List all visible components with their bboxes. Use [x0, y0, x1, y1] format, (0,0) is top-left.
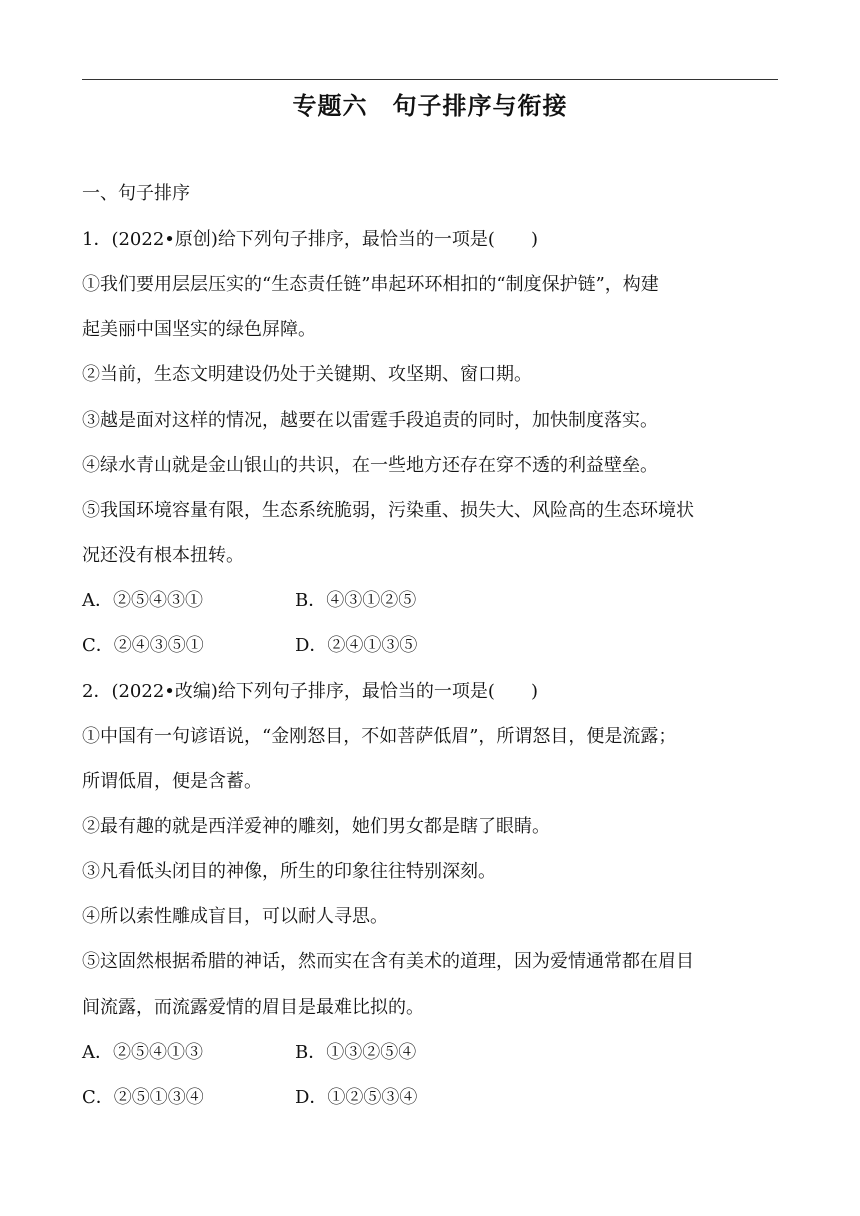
q1-sentence-3: ③越是面对这样的情况，越要在以雷霆手段追责的同时，加快制度落实。: [82, 410, 658, 431]
q2-option-c[interactable]: C．②⑤①③④: [82, 1087, 204, 1108]
header-rule: [82, 79, 778, 80]
q2-option-a[interactable]: A．②⑤④①③: [82, 1042, 203, 1063]
q1-sentence-1-line-1: ①我们要用层层压实的“生态责任链”串起环环相扣的“制度保护链”，构建: [82, 274, 659, 295]
q2-sentence-1-line-1: ①中国有一句谚语说，“金刚怒目，不如菩萨低眉”，所谓怒目，便是流露；: [82, 726, 677, 747]
q1-option-b[interactable]: B．④③①②⑤: [295, 590, 417, 611]
q1-option-c[interactable]: C．②④③⑤①: [82, 635, 204, 656]
q1-sentence-5-line-1: ⑤我国环境容量有限，生态系统脆弱，污染重、损失大、风险高的生态环境状: [82, 500, 694, 521]
q1-sentence-4: ④绿水青山就是金山银山的共识，在一些地方还存在穿不透的利益壁垒。: [82, 455, 658, 476]
q2-sentence-5-line-1: ⑤这固然根据希腊的神话，然而实在含有美术的道理，因为爱情通常都在眉目: [82, 951, 694, 972]
q2-sentence-4: ④所以索性雕成盲目，可以耐人寻思。: [82, 906, 388, 927]
section-heading: 一、句子排序: [82, 183, 190, 204]
q2-option-d[interactable]: D．①②⑤③④: [295, 1087, 418, 1108]
q1-sentence-2: ②当前，生态文明建设仍处于关键期、攻坚期、窗口期。: [82, 364, 532, 385]
q2-sentence-1-line-2: 所谓低眉，便是含蓄。: [82, 771, 262, 792]
q2-option-b[interactable]: B．①③②⑤④: [295, 1042, 417, 1063]
page-title: 专题六 句子排序与衔接: [292, 92, 568, 120]
q1-sentence-1-line-2: 起美丽中国坚实的绿色屏障。: [82, 319, 316, 340]
q1-option-d[interactable]: D．②④①③⑤: [295, 635, 418, 656]
q2-sentence-3: ③凡看低头闭目的神像，所生的印象往往特别深刻。: [82, 861, 496, 882]
q2-sentence-2: ②最有趣的就是西洋爱神的雕刻，她们男女都是瞎了眼睛。: [82, 816, 550, 837]
q2-sentence-5-line-2: 间流露，而流露爱情的眉目是最难比拟的。: [82, 997, 424, 1018]
q1-stem: 1．(2022•原创)给下列句子排序，最恰当的一项是( ): [82, 229, 538, 250]
q1-option-a[interactable]: A．②⑤④③①: [82, 590, 203, 611]
q1-sentence-5-line-2: 况还没有根本扭转。: [82, 545, 244, 566]
q2-stem: 2．(2022•改编)给下列句子排序，最恰当的一项是( ): [82, 681, 538, 702]
